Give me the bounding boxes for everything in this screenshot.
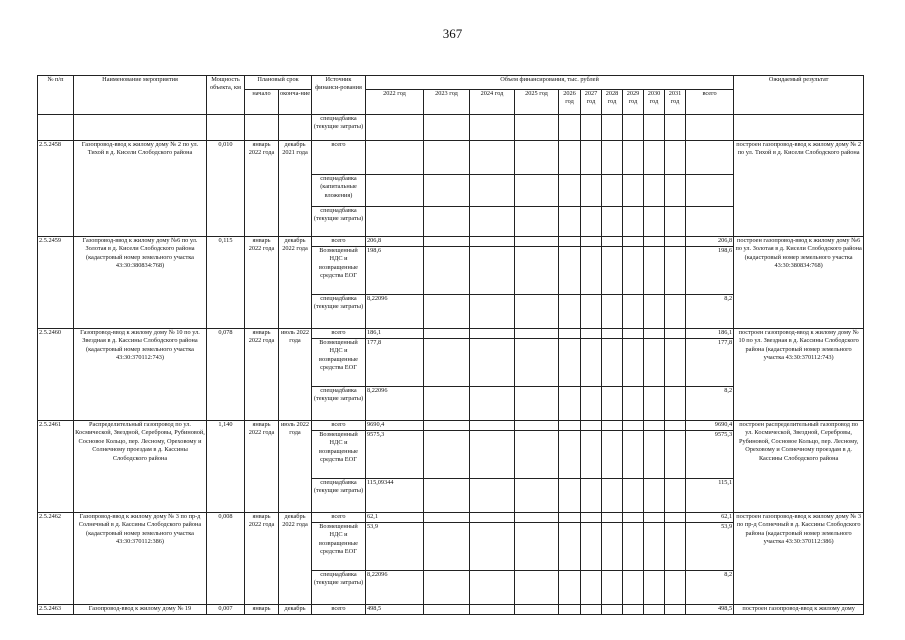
value-total: 9575,3 bbox=[686, 431, 734, 479]
source-cell: спецнадбавка (капитальные вложения) bbox=[312, 175, 366, 207]
header-year: 2025 год bbox=[515, 90, 559, 115]
table-row bbox=[38, 421, 864, 431]
value-total bbox=[686, 175, 734, 207]
table-row bbox=[38, 115, 864, 141]
value-total: 115,1 bbox=[686, 479, 734, 513]
value-total: 53,9 bbox=[686, 523, 734, 571]
source-cell: Возмещенный НДС и возвращенные средства ЕОГ bbox=[312, 431, 366, 479]
value-2022: 115,09344 bbox=[366, 479, 424, 513]
value-total: 62,1 bbox=[686, 513, 734, 523]
source-cell: всего bbox=[312, 421, 366, 431]
entry-end: декабрь 2022 года bbox=[279, 237, 312, 329]
entry-end: декабрь 2022 года bbox=[279, 513, 312, 605]
source-cell: всего bbox=[312, 237, 366, 247]
source-cell: спецнадбавка (текущие затраты) bbox=[312, 295, 366, 329]
value-total: 8,2 bbox=[686, 571, 734, 605]
source-cell: спецнадбавка (текущие затраты) bbox=[312, 207, 366, 237]
entry-end: декабрь bbox=[279, 605, 312, 615]
source-cell: всего bbox=[312, 605, 366, 615]
header-source: Источник финанси-рования bbox=[312, 76, 366, 115]
table-row bbox=[38, 605, 864, 615]
header-start: начало bbox=[245, 90, 279, 115]
value-total: 186,1 bbox=[686, 329, 734, 339]
entry-capacity: 0,008 bbox=[207, 513, 245, 605]
value-2022: 8,22096 bbox=[366, 387, 424, 421]
value-2022: 9575,3 bbox=[366, 431, 424, 479]
value-total: 498,5 bbox=[686, 605, 734, 615]
header-year: 2022 год bbox=[366, 90, 424, 115]
source-cell: Возмещенный НДС и возвращенные средства ЕОГ bbox=[312, 247, 366, 295]
value-2022 bbox=[366, 207, 424, 237]
entry-start: январь bbox=[245, 605, 279, 615]
value-total bbox=[686, 207, 734, 237]
entry-capacity: 0,078 bbox=[207, 329, 245, 421]
entry-num: 2.5.2463 bbox=[38, 605, 74, 615]
value-2022 bbox=[366, 141, 424, 175]
entry-start: январь 2022 года bbox=[245, 513, 279, 605]
source-cell: спецнадбавка (текущие затраты) bbox=[312, 479, 366, 513]
value-total: 8,2 bbox=[686, 295, 734, 329]
entry-name: Распределительный газопровод по ул. Космической, Звездной, Серебровы, Рубиновой, Сосновое Кольцо, пер. Лесному, Ореховому и Солнечному проездам в д. Кассины Слободского района bbox=[74, 421, 207, 513]
source-cell: спецнадбавка (текущие затраты) bbox=[312, 387, 366, 421]
header-plan-term: Плановый срок bbox=[245, 76, 312, 90]
value-2022: 177,8 bbox=[366, 339, 424, 387]
entry-name: Газопровод-ввод к жилому дому № 2 по ул. Тихой в д. Кисели Слободского района bbox=[74, 141, 207, 237]
entry-capacity: 0,010 bbox=[207, 141, 245, 237]
entry-result: построен газопровод-ввод к жилому дому №6 по ул. Золотая в д. Кисели Слободского района (кадастровый номер земельного участка 43:30:380834:768) bbox=[734, 237, 864, 329]
value-2022 bbox=[366, 175, 424, 207]
source-cell: спецнадбавка (текущие затраты) bbox=[312, 115, 366, 141]
header-year: 2024 год bbox=[470, 90, 515, 115]
value-total: 9690,4 bbox=[686, 421, 734, 431]
entry-capacity: 1,140 bbox=[207, 421, 245, 513]
entry-end: декабрь 2021 года bbox=[279, 141, 312, 237]
entry-result: построен газопровод-ввод к жилому дому № 2 по ул. Тихой в д. Кисели Слободского района bbox=[734, 141, 864, 237]
entry-end: июль 2022 года bbox=[279, 329, 312, 421]
entry-num: 2.5.2458 bbox=[38, 141, 74, 237]
header-year: 2028 год bbox=[602, 90, 623, 115]
source-cell: всего bbox=[312, 513, 366, 523]
entry-result: построен газопровод-ввод к жилому дому № 10 по ул. Звездная в д. Кассины Слободского района (кадастровый номер земельного участка 43:30:370112:743) bbox=[734, 329, 864, 421]
header-result: Ожидаемый результат bbox=[734, 76, 864, 115]
entry-name: Газопровод-ввод к жилому дому № 3 по пр-д Солнечный в д. Кассины Слободского района (кадастровый номер земельного участка 43:30:370112:386) bbox=[74, 513, 207, 605]
value-2022: 9690,4 bbox=[366, 421, 424, 431]
value-2022: 8,22096 bbox=[366, 295, 424, 329]
value-2022: 498,5 bbox=[366, 605, 424, 615]
header-year: 2029 год bbox=[623, 90, 644, 115]
value-total: 8,2 bbox=[686, 387, 734, 421]
header-year: 2030 год bbox=[644, 90, 665, 115]
entry-name: Газопровод-ввод к жилому дому № 19 bbox=[74, 605, 207, 615]
header-year: 2031 год bbox=[665, 90, 686, 115]
table-row bbox=[38, 513, 864, 523]
header-name: Наименование мероприятия bbox=[74, 76, 207, 115]
entry-num: 2.5.2461 bbox=[38, 421, 74, 513]
page-number: 367 bbox=[442, 26, 463, 41]
header-year: 2026 год bbox=[559, 90, 581, 115]
entry-num: 2.5.2462 bbox=[38, 513, 74, 605]
value-2022: 186,1 bbox=[366, 329, 424, 339]
header-end: оконча-ние bbox=[279, 90, 312, 115]
source-cell: спецнадбавка (текущие затраты) bbox=[312, 571, 366, 605]
value-2022: 62,1 bbox=[366, 513, 424, 523]
value-2022: 53,9 bbox=[366, 523, 424, 571]
header-year: 2023 год bbox=[424, 90, 470, 115]
entry-result: построен распределительный газопровод по ул. Космической, Звездной, Серебровы, Рубиновой, Сосновое Кольцо, пер. Лесному, Ореховому и Солнечному проездам в д. Кассины Слободского района bbox=[734, 421, 864, 513]
value-2022: 198,6 bbox=[366, 247, 424, 295]
entry-num: 2.5.2459 bbox=[38, 237, 74, 329]
entry-num: 2.5.2460 bbox=[38, 329, 74, 421]
source-cell: Возмещенный НДС и возвращенные средства ЕОГ bbox=[312, 523, 366, 571]
table-row bbox=[38, 237, 864, 247]
entry-start: январь 2022 года bbox=[245, 329, 279, 421]
source-cell: всего bbox=[312, 329, 366, 339]
financing-table bbox=[37, 75, 864, 615]
entry-result: построен газопровод-ввод к жилому дому bbox=[734, 605, 864, 615]
value-total bbox=[686, 141, 734, 175]
entry-end: июль 2022 года bbox=[279, 421, 312, 513]
header-capacity: Мощность объекта, км bbox=[207, 76, 245, 115]
value-total: 177,8 bbox=[686, 339, 734, 387]
header-total: всего bbox=[686, 90, 734, 115]
value-total: 206,8 bbox=[686, 237, 734, 247]
value-total: 198,6 bbox=[686, 247, 734, 295]
header-volume: Объем финансирования, тыс. рублей bbox=[366, 76, 734, 90]
entry-start: январь 2022 года bbox=[245, 141, 279, 237]
source-cell: Возмещенный НДС и возвращенные средства ЕОГ bbox=[312, 339, 366, 387]
entry-capacity: 0,115 bbox=[207, 237, 245, 329]
entry-capacity: 0,007 bbox=[207, 605, 245, 615]
table-row bbox=[38, 329, 864, 339]
entry-name: Газопровод-ввод к жилому дому № 10 по ул. Звездная в д. Кассины Слободского района (кадастровый номер земельного участка 43:30:370112:743) bbox=[74, 329, 207, 421]
source-cell: всего bbox=[312, 141, 366, 175]
entry-name: Газопровод-ввод к жилому дому №6 по ул. Золотая в д. Кисели Слободского района (кадастровый номер земельного участка 43:30:380834:768) bbox=[74, 237, 207, 329]
entry-result: построен газопровод-ввод к жилому дому № 3 по пр-д Солнечный в д. Кассины Слободского района (кадастровый номер земельного участка 43:30:370112:386) bbox=[734, 513, 864, 605]
header-num: № п/п bbox=[38, 76, 74, 115]
header-year: 2027 год bbox=[581, 90, 602, 115]
value-2022: 206,8 bbox=[366, 237, 424, 247]
value-2022: 8,22096 bbox=[366, 571, 424, 605]
entry-start: январь 2022 года bbox=[245, 421, 279, 513]
table-row bbox=[38, 141, 864, 175]
entry-start: январь 2022 года bbox=[245, 237, 279, 329]
